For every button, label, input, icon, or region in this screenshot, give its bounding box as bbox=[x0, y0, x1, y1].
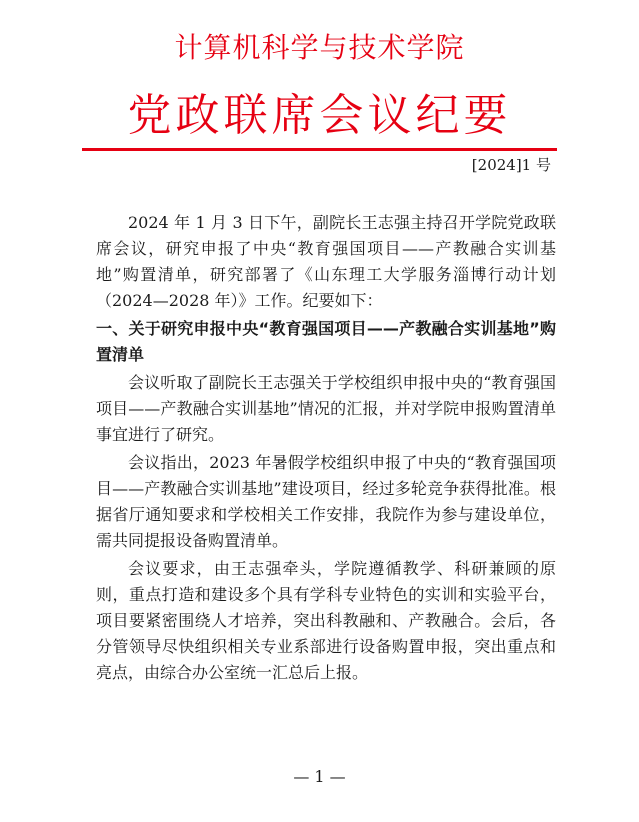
intro-paragraph: 2024 年 1 月 3 日下午，副院长王志强主持召开学院党政联席会议，研究申报了中央“教育强国项目——产教融合实训基地”购置清单，研究部署了《山东理工大学服务淄博行动计划（2024—2028 年）》工作。纪要如下： bbox=[96, 213, 556, 310]
organization-name: 计算机科学与技术学院 bbox=[174, 31, 465, 64]
document-body bbox=[96, 210, 556, 688]
paragraph-1: 会议听取了副院长王志强关于学校组织申报中央的“教育强国项目——产教融合实训基地”情况的汇报，并对学院申报购置清单事宜进行了研究。 bbox=[96, 373, 556, 444]
page-number: — 1 — bbox=[293, 767, 346, 786]
paragraph-2: 会议指出，2023 年暑假学校组织申报了中央的“教育强国项目——产教融合实训基地”建设项目，经过多轮竞争获得批准。根据省厅通知要求和学校相关工作安排，我院作为参与建设单位，需共同提报设备购置清单。 bbox=[96, 453, 556, 550]
document-number: [2024]1 号 bbox=[471, 156, 551, 174]
section-heading: 一、关于研究申报中央“教育强国项目——产教融合实训基地”购置清单 bbox=[96, 319, 556, 364]
paragraph-3: 会议要求，由王志强牵头，学院遵循教学、科研兼顾的原则，重点打造和建设多个具有学科专业特色的实训和实验平台，项目要紧密围绕人才培养，突出科教融和、产教融合。会后，各分管领导尽快组织相关专业系部进行设备购置申报，突出重点和亮点，由综合办公室统一汇总后上报。 bbox=[96, 559, 556, 682]
red-divider bbox=[82, 148, 557, 151]
document-title: 党政联席会议纪要 bbox=[127, 90, 512, 141]
